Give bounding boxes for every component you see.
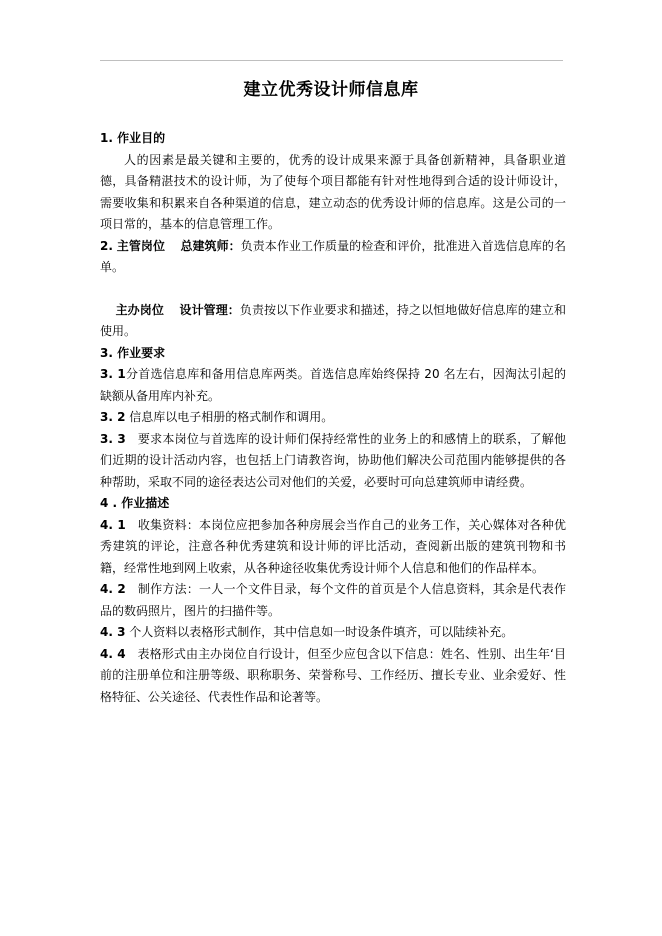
section-3-item-3 bbox=[100, 429, 566, 494]
item-text: 个人资料以表格形式制作，其中信息如一时设条件填齐，可以陆续补充。 bbox=[129, 625, 514, 639]
item-text: 要求本岗位与首选库的设计师们保持经常性的业务上的和感情上的联系，了解他们近期的设计活动内容，也包括上门请教咨询，协助他们解决公司范围内能够提供的各种帮助，采取不同的途径表达公司对他们的关爱，必要时可向总建筑师申请经费。 bbox=[100, 431, 566, 489]
section-2-role-2 bbox=[100, 300, 566, 343]
role-2-label: 主办岗位 bbox=[115, 302, 164, 317]
section-3-item-2 bbox=[100, 407, 566, 429]
section-4-item-2 bbox=[100, 579, 566, 622]
item-text: 收集资料：本岗位应把参加各种房展会当作自己的业务工作，关心媒体对各种优秀建筑的评论，注意各种优秀建筑和设计师的评比活动，查阅新出版的建筑刊物和书籍，经常性地到网上收索，从各种途径收集优秀设计师个人信息和他们的作品样本。 bbox=[100, 517, 566, 575]
item-text: 信息库以电子相册的格式制作和调用。 bbox=[129, 410, 334, 424]
section-4-item-3 bbox=[100, 622, 566, 644]
role-1-label: 主管岗位 bbox=[116, 238, 165, 253]
document-title: 建立优秀设计师信息库 bbox=[243, 80, 419, 100]
role-2-text: 负责按以下作业要求和描述，持之以恒地做好信息库的建立和使用。 bbox=[100, 302, 566, 338]
header-rule bbox=[100, 60, 563, 61]
item-number: 3. 1 bbox=[100, 367, 126, 381]
section-2-number: 2. bbox=[100, 238, 113, 253]
item-number: 3. 2 bbox=[100, 410, 126, 424]
section-1-heading: 1. 作业目的 bbox=[100, 131, 166, 145]
section-3-item-1 bbox=[100, 364, 566, 407]
item-number: 3. 3 bbox=[100, 431, 126, 446]
section-4-heading: 4 . 作业描述 bbox=[100, 496, 170, 510]
section-4-item-1 bbox=[100, 515, 566, 580]
item-number: 4. 3 bbox=[100, 625, 126, 639]
role-1-text: 负责本作业工作质量的检查和评价，批准进入首选信息库的名单。 bbox=[100, 238, 566, 274]
section-4-item-4 bbox=[100, 644, 566, 709]
spacer bbox=[100, 279, 566, 300]
role-1-title: 总建筑师： bbox=[180, 238, 241, 253]
item-number: 4. 4 bbox=[100, 646, 126, 661]
item-text: 表格形式由主办岗位自行设计，但至少应包含以下信息：姓名、性别、出生年‘目前的注册单位和注册等级、职称职务、荣誉称号、工作经历、擅长专业、业余爱好、性格特征、公关途径、代表性作品和论著等。 bbox=[100, 646, 566, 704]
section-3-heading: 3. 作业要求 bbox=[100, 345, 166, 360]
section-1-body: 人的因素是最关键和主要的，优秀的设计成果来源于具备创新精神，具备职业道德，具备精湛技术的设计师，为了使每个项目都能有针对性地得到合适的设计师设计，需要收集和积累来自各种渠道的信息，建立动态的优秀设计师的信息库。这是公司的一项日常的，基本的信息管理工作。 bbox=[100, 152, 566, 231]
item-number: 4. 2 bbox=[100, 582, 126, 596]
item-text: 制作方法：一人一个文件目录，每个文件的首页是个人信息资料，其余是代表作品的数码照片，图片的扫描件等。 bbox=[100, 582, 566, 618]
role-2-title: 设计管理： bbox=[179, 302, 240, 317]
section-2-role-1 bbox=[100, 236, 566, 279]
item-number: 4. 1 bbox=[100, 517, 126, 532]
item-text: 分首选信息库和备用信息库两类。首选信息库始终保持 20 名左右，因淘汰引起的缺额从备用库内补充。 bbox=[100, 367, 566, 403]
document-body bbox=[100, 128, 566, 708]
